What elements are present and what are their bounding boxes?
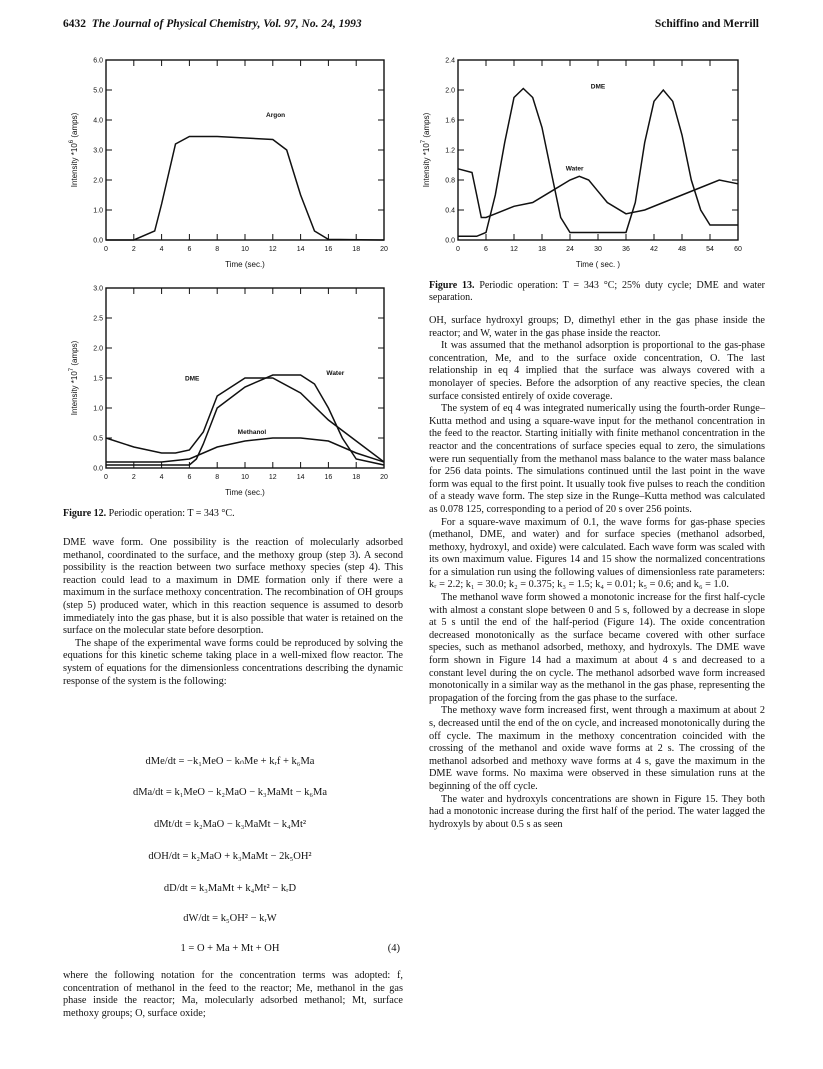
y-tick-label: 2.0 — [93, 345, 103, 353]
x-tick-label: 42 — [650, 246, 658, 253]
paragraph: For a square-wave maximum of 0.1, the wave forms for gas-phase species (methanol, DME, and water) and for surface species (methanol adsorbed, methoxy, hydroxyl, and oxide) were calculated. Each wave form was scaled with its own maximum value. Figures 14 and 15 show the normalized concentrations for a simulation run using the following values of dimensionless rate parameters: kᵣ = 2.2; k₁ = 30.0; k₂ = 0.375; k₃ = 1.5; k₄ = 0.01; k₅ = 0.6; and k₆ = 1.0. — [429, 516, 765, 591]
x-tick-label: 14 — [296, 474, 305, 481]
y-tick-label: 1.2 — [445, 147, 455, 155]
x-tick-label: 60 — [734, 246, 742, 253]
x-tick-label: 0 — [104, 246, 108, 253]
paragraph: The shape of the experimental wave forms could be reproduced by solving the equations for this kinetic scheme taking place in a well-mixed flow reactor. The system of equations for the dimensionless concentrations describing the dynamic response of the system is the following: — [63, 637, 403, 687]
series-label-water: Water — [326, 370, 345, 377]
equation: dMa/dt = k₁MeO − k₂MaO − k₃MaMt − k₆Ma — [132, 787, 328, 798]
paragraph: where the following notation for the concentration terms was adopted: f, concentration of methanol in the feed to the reactor; Me, methanol in the gas phase inside the reactor; Ma, molecularly adsorbed methanol; Mt, surface methoxy groups; O, surface oxide; — [63, 970, 403, 1019]
x-tick-label: 2 — [131, 474, 136, 481]
series-line-argon — [106, 137, 384, 241]
equation-number: (4) — [387, 943, 400, 954]
x-tick-label: 24 — [566, 246, 574, 253]
equation: dOH/dt = k₂MaO + k₃MaMt − 2k₅OH² — [148, 851, 312, 862]
equation: dMt/dt = k₂MaO − k₃MaMt − k₄Mt² — [153, 819, 307, 830]
running-header-authors: Schiffino and Merrill — [654, 18, 759, 30]
x-tick-label: 2 — [131, 246, 136, 253]
paragraph: The water and hydroxyls concentrations are shown in Figure 15. They both had a monotonic increase during the first half of the period. The water lagged the hydroxyls by about 0.5 s as seen — [429, 793, 765, 830]
y-tick-label: 2.0 — [445, 87, 455, 95]
figure-12-bottom-chart — [60, 280, 410, 505]
caption-text: Periodic operation: T = 343 °C; 25% duty cycle; DME and water separation. — [429, 280, 765, 303]
y-tick-label: 1.5 — [93, 375, 103, 383]
x-tick-label: 18 — [352, 246, 361, 253]
x-tick-label: 12 — [510, 246, 518, 253]
x-tick-label: 6 — [484, 246, 488, 253]
x-tick-label: 8 — [215, 474, 220, 481]
y-axis-label: Intensity $*10^7$ (amps) — [421, 112, 431, 188]
paragraph: DME wave form. One possibility is the reaction of molecularly adsorbed methanol, coordinated to the surface, and the methoxy group (step 3). A second possibility is the reaction between two surface methoxy species (step 4). This reaction could lead to a maximum in DME formation only if there were a maximum in the surface methoxy concentration. The recombination of OH groups (step 5) produced water, which in this reaction sequence is assumed to desorb immediately into the gas phase, but it is also possible that water is retained on the surface on the molecular state before desorption. — [63, 537, 403, 637]
y-tick-label: 2.0 — [93, 177, 103, 185]
caption-label: Figure 13. — [429, 280, 475, 291]
x-tick-label: 0 — [456, 246, 460, 253]
y-tick-label: 0.0 — [445, 237, 455, 245]
y-tick-label: 1.6 — [445, 117, 455, 125]
y-tick-label: 0.8 — [445, 177, 455, 185]
equation: dD/dt = k₃MaMt + k₄Mt² − kᵣD — [163, 883, 297, 894]
series-label-dme: DME — [184, 375, 200, 383]
figure-12-caption — [63, 508, 403, 520]
y-tick-label: 6.0 — [93, 57, 103, 65]
x-tick-label: 10 — [241, 246, 249, 253]
equation-block — [60, 755, 400, 955]
x-tick-label: 14 — [296, 246, 305, 253]
running-header-left — [63, 18, 362, 30]
paragraph: It was assumed that the methanol adsorption is proportional to the gas-phase concentration, Me, and to the surface oxide concentration, O. The last relationship in eq 4 implied that the surface was always covered with a monolayer of species. Before the adsorption of any reactive species, the clean surface consisted entirely of oxide coverage. — [429, 340, 765, 402]
journal-citation: The Journal of Physical Chemistry, Vol. 97, No. 24, 1993 — [91, 18, 362, 30]
y-tick-label: 0.0 — [93, 465, 103, 473]
figure-12-top-chart — [60, 52, 410, 282]
x-tick-label: 8 — [215, 246, 220, 253]
y-tick-label: 0.5 — [93, 435, 103, 443]
caption-text: Periodic operation: T = 343 °C. — [108, 508, 235, 519]
x-tick-label: 12 — [268, 474, 277, 481]
y-tick-label: 1.0 — [93, 405, 103, 413]
x-tick-label: 16 — [324, 474, 333, 481]
figure-13-caption — [429, 280, 765, 304]
series-line-dme — [106, 378, 384, 462]
series-label-dme: DME — [590, 83, 606, 91]
left-column — [63, 537, 403, 688]
y-tick-label: 2.5 — [93, 315, 103, 323]
series-label-methanol: Methanol — [237, 428, 267, 436]
x-tick-label: 10 — [241, 474, 249, 481]
y-tick-label: 2.4 — [445, 57, 455, 65]
y-axis-label: Intensity $*10^6$ (amps) — [69, 112, 79, 188]
x-axis-label: Time (sec.) — [225, 488, 265, 497]
x-tick-label: 0 — [104, 474, 108, 481]
paragraph: The methoxy wave form increased first, went through a maximum at about 2 s, decreased until the end of the on cycle, and increased monotonically during the off cycle. The maximum in the methoxy concentration coincided with the crossing of the methanol and oxide wave forms at 2 s. The crossing of the methanol adsorbed and methoxy wave forms at 4 s, gave the maximum in the DME wave forms. No maxima were observed in these simulation runs at the beginning of the off cycle. — [429, 705, 765, 792]
y-tick-label: 1.0 — [93, 207, 103, 215]
equation: 1 = O + Ma + Mt + OH — [180, 943, 280, 954]
x-tick-label: 48 — [678, 246, 686, 253]
x-tick-label: 18 — [538, 246, 546, 253]
x-tick-label: 6 — [187, 474, 192, 481]
paragraph: The system of eq 4 was integrated numerically using the fourth-order Runge–Kutta method and using a square-wave input for the methanol concentration in the feed to the reactor. Starting initially with finite methanol concentration in the reactor and the concentrations of surface species equal to zero, the simulations were run sequentially from the methanol mass balance to the water mass balance for 256 data points. The simulations continued until the last point in the wave form was equal to the first point. It usually took five pulses to reach the condition of a steady wave form. The step size in the Runge–Kutta method was calculated as 0.078 125, corresponding to a period of 20 s over 256 points. — [429, 403, 765, 515]
figure-13-chart — [421, 52, 770, 282]
y-tick-label: 0.4 — [445, 207, 455, 215]
left-column-continued — [63, 970, 403, 1020]
x-tick-label: 16 — [324, 246, 333, 253]
paragraph: The methanol wave form showed a monotonic increase for the first half-cycle with almost a constant slope between 0 and 5 s, followed by a decrease in slope at 5 s until the end of the half-period (Figure 14). The oxide concentration decreased monotonically as the surface became covered with other surface species, such as methanol adsorbed, methoxy, and hydroxyls. The DME wave form shown in Figure 14 had a maximum at about 4 s and decreased to a constant level during the on cycle. The methanol adsorbed wave form increased monotonically in a similar way as the methanol in the gas phase, representing the propagation of the forcing from the gas phase to the surface. — [429, 592, 765, 704]
right-column — [429, 315, 765, 831]
series-line-dme — [458, 89, 738, 237]
x-tick-label: 4 — [159, 474, 164, 481]
series-line-water — [106, 375, 384, 465]
x-tick-label: 20 — [380, 474, 388, 481]
y-tick-label: 0.0 — [93, 237, 103, 245]
x-tick-label: 36 — [622, 246, 630, 253]
series-label-argon: Argon — [266, 112, 286, 119]
y-tick-label: 4.0 — [93, 117, 103, 125]
x-tick-label: 20 — [380, 246, 388, 253]
x-axis-label: Time (sec.) — [225, 260, 265, 269]
x-tick-label: 54 — [706, 246, 714, 253]
x-axis-label: Time ( sec. ) — [575, 260, 621, 269]
x-tick-label: 12 — [268, 246, 277, 253]
y-axis-label: Intensity $*10^7$ (amps) — [69, 340, 79, 416]
x-tick-label: 18 — [352, 474, 361, 481]
series-label-water: Water — [565, 165, 584, 173]
x-tick-label: 4 — [159, 246, 164, 253]
y-tick-label: 3.0 — [93, 147, 103, 155]
y-tick-label: 5.0 — [93, 87, 103, 95]
x-tick-label: 6 — [187, 246, 192, 253]
equation: dW/dt = k₅OH² − kᵣW — [183, 913, 277, 924]
x-tick-label: 30 — [594, 246, 602, 253]
paragraph: OH, surface hydroxyl groups; D, dimethyl ether in the gas phase inside the reactor; and W, water in the gas phase inside the reactor. — [429, 315, 765, 339]
equation: dMe/dt = −k₁MeO − kₙMe + kᵣf + k₆Ma — [145, 756, 315, 767]
page-number: 6432 — [63, 18, 86, 30]
y-tick-label: 3.0 — [93, 285, 103, 293]
plot-frame — [106, 60, 384, 240]
caption-label: Figure 12. — [63, 508, 107, 519]
